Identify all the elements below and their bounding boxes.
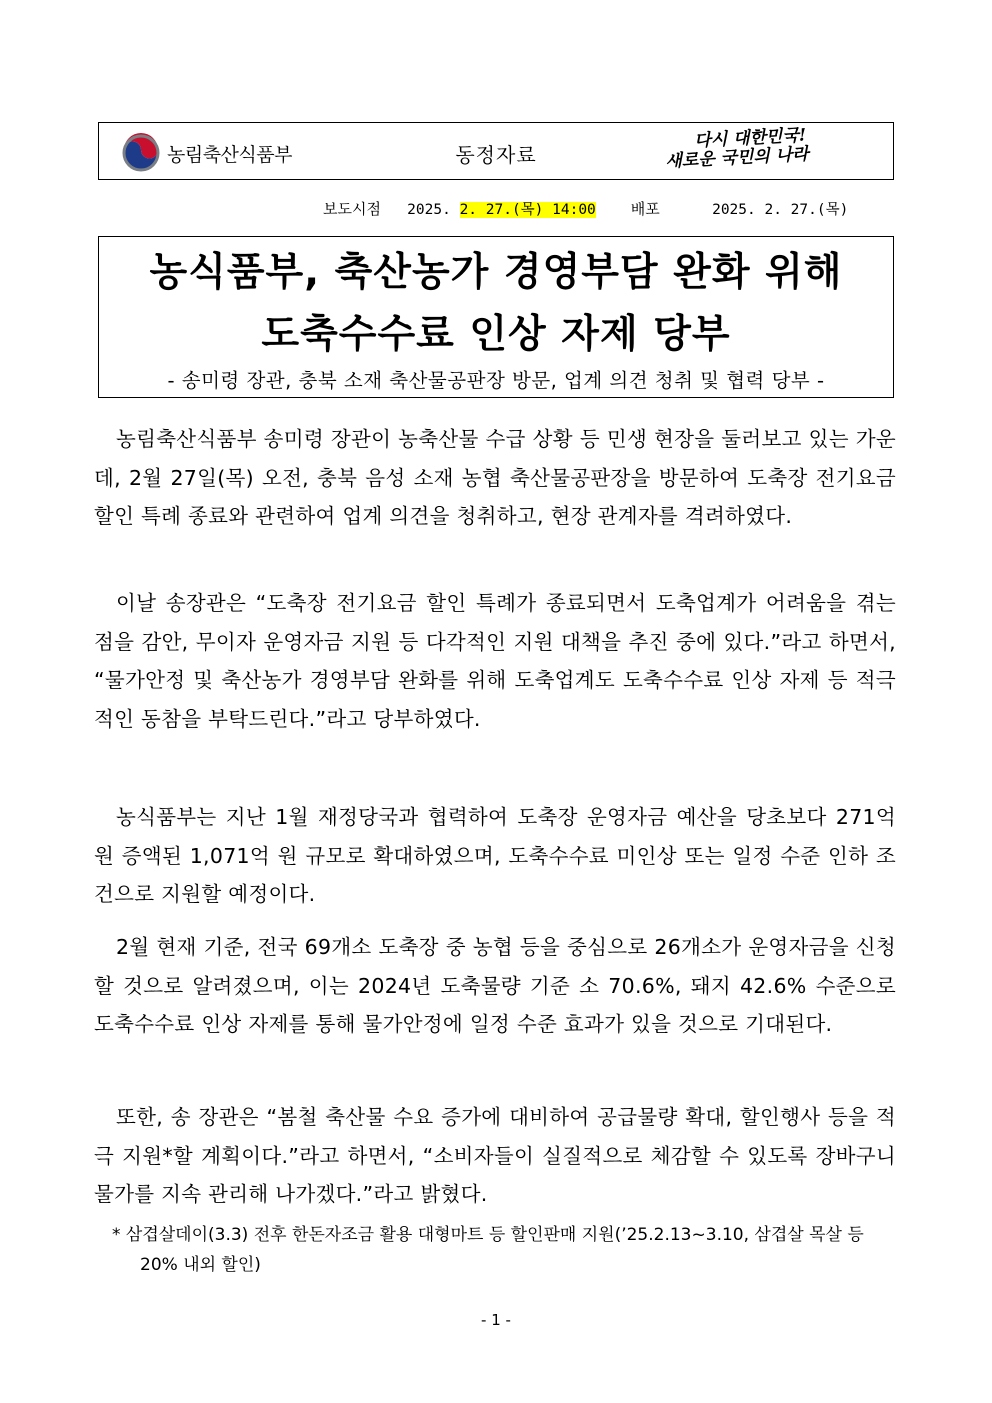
body-paragraph-2: 이날 송장관은 “도축장 전기요금 할인 특례가 종료되면서 도축업계가 어려움을 겪는 점을 감안, 무이자 운영자금 지원 등 다각적인 지원 대책을 추진 중에 있다.”라고 하면서, “물가안정 및 축산농가 경영부담 완화를 위해 도축업계도 도축수수료 인상 자제 등 적극적인 동참을 부탁드린다.”라고 당부하였다. [94,591,896,731]
title-box [98,236,894,398]
slogan-line2: 새로운 국민의 나라 [664,144,809,172]
header-box [98,122,894,180]
slogan-line1: 다시 대한민국! [693,125,807,152]
body-paragraph-1: 농림축산식품부 송미령 장관이 농축산물 수급 상황 등 민생 현장을 둘러보고 있는 가운데, 2월 27일(목) 오전, 충북 음성 소재 농협 축산물공판장을 방문하여 도축장 전기요금 할인 특례 종료와 관련하여 업계 의견을 청취하고, 현장 관계자를 격려하였다. [94,427,896,528]
body-paragraph-3: 농식품부는 지난 1월 재정당국과 협력하여 도축장 운영자금 예산을 당초보다 271억 원 증액된 1,071억 원 규모로 확대하였으며, 도축수수료 미인상 또는 일정 수준 인하 조건으로 지원할 예정이다. [94,805,896,906]
headline-line2: 도축수수료 인상 자제 당부 [261,312,731,357]
distribution-date: 2025. 2. 27.(목) [712,202,849,218]
body-paragraph-4: 2월 현재 기준, 전국 69개소 도축장 중 농협 등을 중심으로 26개소가 운영자금을 신청할 것으로 알려졌으며, 이는 2024년 도축물량 기준 소 70.6%, 돼지 42.6% 수준으로 도축수수료 인상 자제를 통해 물가안정에 일정 수준 효과가 있을 것으로 기대된다. [94,935,896,1036]
ministry-name: 농림축산식품부 [167,143,292,166]
embargo-year: 2025. [407,202,451,218]
subtitle: - 송미령 장관, 충북 소재 축산물공판장 방문, 업계 의견 청취 및 협력 당부 - [167,369,825,392]
page-number: - 1 - [481,1311,511,1329]
doc-type: 동정자료 [455,143,537,167]
embargo-datetime: 2. 27.(목) 14:00 [459,202,596,218]
distribution-label: 배포 [630,200,660,218]
footnote: * 삼겹살데이(3.3) 전후 한돈자조금 활용 대형마트 등 할인판매 지원(’25.2.13~3.10, 삼겹살 목살 등 20% 내외 할인) [112,1225,864,1275]
release-info [323,198,848,219]
body-paragraph-5: 또한, 송 장관은 “봄철 축산물 수요 증가에 대비하여 공급물량 확대, 할인행사 등을 적극 지원*할 계획이다.”라고 하면서, “소비자들이 실질적으로 체감할 수 있도록 장바구니 물가를 지속 관리해 나가겠다.”라고 밝혔다. [94,1105,896,1206]
embargo-label: 보도시점 [323,200,381,218]
headline-line1: 농식품부, 축산농가 경영부담 완화 위해 [149,250,843,295]
slogan [658,124,856,178]
